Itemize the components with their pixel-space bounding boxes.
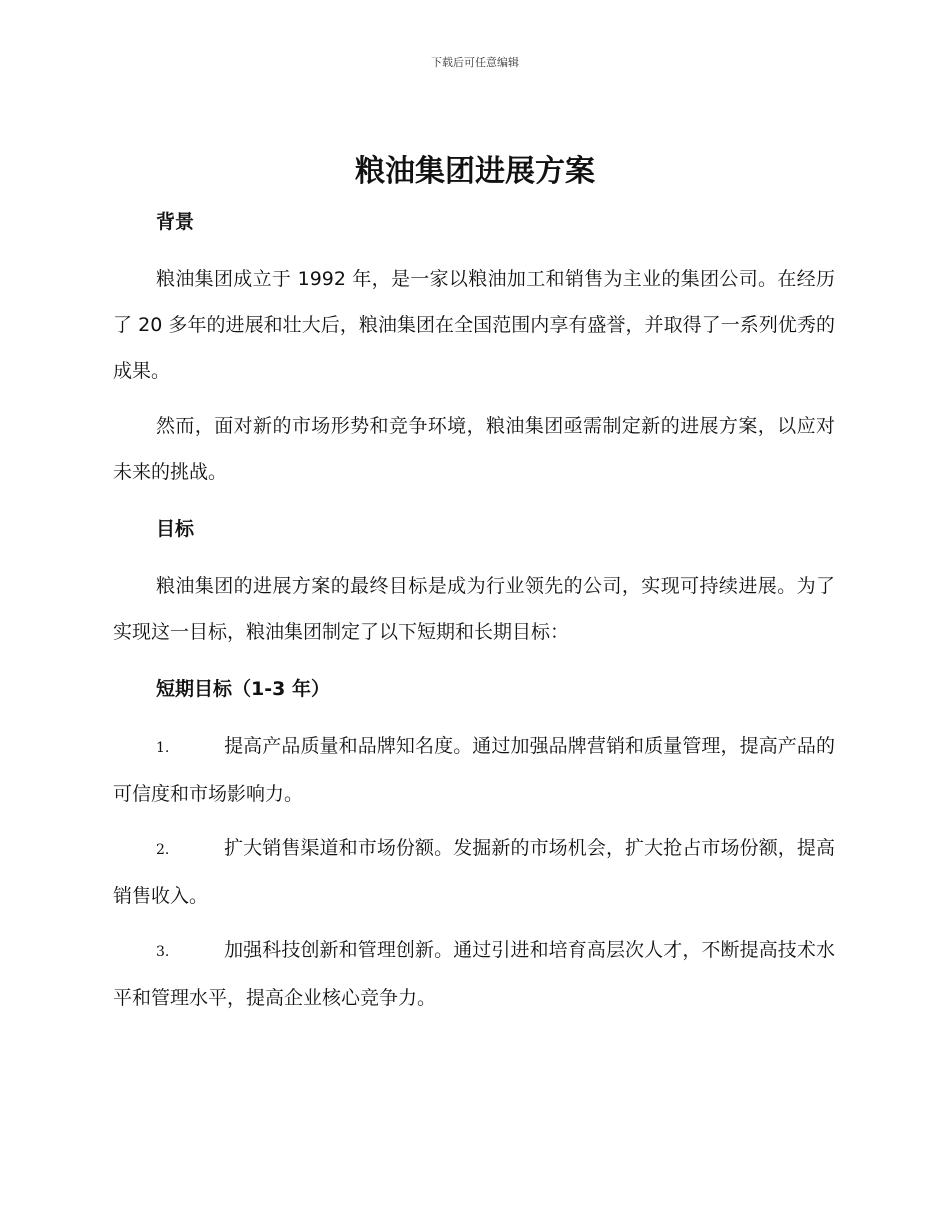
section-heading-goals: 目标 (156, 518, 195, 540)
list-item-number: 2. (156, 842, 170, 858)
list-item-text: 扩大销售渠道和市场份额。发掘新的市场机会，扩大抢占市场份额，提高销售收入。 (113, 837, 835, 907)
paragraph-background-2: 然而，面对新的市场形势和竞争环境，粮油集团亟需制定新的进展方案，以应对未来的挑战。 (113, 415, 835, 483)
list-item-text: 加强科技创新和管理创新。通过引进和培育高层次人才，不断提高技术水平和管理水平，提高企业核心竞争力。 (113, 939, 835, 1009)
list-item (113, 723, 835, 817)
list-item-number: 3. (156, 944, 170, 960)
section-heading-short-term: 短期目标（1-3 年） (156, 678, 330, 700)
list-item-text: 提高产品质量和品牌知名度。通过加强品牌营销和质量管理，提高产品的可信度和市场影响力。 (113, 735, 835, 805)
paragraph-background-1: 粮油集团成立于 1992 年，是一家以粮油加工和销售为主业的集团公司。在经历了 20 多年的进展和壮大后，粮油集团在全国范围内享有盛誉，并取得了一系列优秀的成果。 (113, 268, 835, 382)
list-item (113, 825, 835, 919)
list-item (113, 927, 835, 1021)
list-item-number: 1. (156, 740, 170, 756)
section-heading-background: 背景 (156, 211, 195, 233)
header-note: 下载后可任意编辑 (431, 56, 519, 69)
document-title: 粮油集团进展方案 (355, 154, 595, 189)
paragraph-goals: 粮油集团的进展方案的最终目标是成为行业领先的公司，实现可持续进展。为了实现这一目标，粮油集团制定了以下短期和长期目标： (113, 575, 835, 643)
